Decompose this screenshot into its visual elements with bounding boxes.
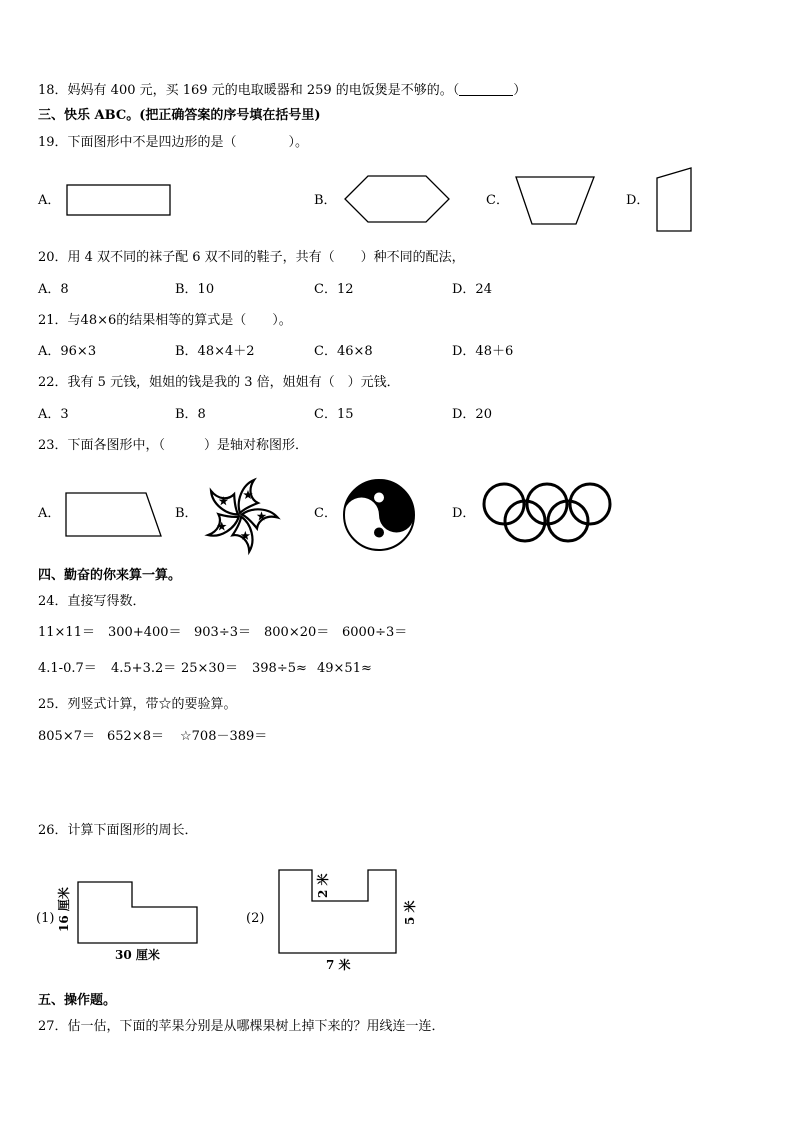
- question-24-stem: 24．直接写得数．: [38, 594, 146, 609]
- q19-option-c-label: C．: [486, 193, 509, 208]
- q21-option-d: D．48＋6: [452, 344, 514, 359]
- bauhinia-flower-icon: [200, 476, 280, 554]
- q24-item: 6000÷3＝: [342, 625, 408, 640]
- figure-2-height-label: 5 米: [403, 900, 417, 925]
- q21-option-b: B．48×4＋2: [175, 344, 255, 359]
- trapezoid-shape: [514, 175, 598, 227]
- question-18: [38, 83, 526, 99]
- q24-item: 11×11＝: [38, 625, 95, 640]
- q24-item: 25×30＝: [181, 661, 238, 676]
- q23-option-a-label: A．: [38, 506, 61, 521]
- question-26-stem: 26．计算下面图形的周长．: [38, 823, 198, 838]
- taiji-icon: [342, 478, 416, 552]
- q25-item: 652×8＝: [107, 729, 164, 744]
- q23-option-c-label: C．: [314, 506, 337, 521]
- q18-text: 18．妈妈有 400 元，买 169 元的电取暖器和 259 的电饭煲是不够的。（: [38, 83, 460, 98]
- question-27-stem: 27．估一估，下面的苹果分别是从哪棵果树上掉下来的？用线连一连．: [38, 1019, 445, 1034]
- question-23-stem: 23．下面各图形中，（ ）是轴对称图形．: [38, 438, 309, 453]
- section-5-heading: 五、操作题。: [38, 993, 117, 1008]
- right-trapezoid-shape: [655, 166, 695, 234]
- question-21-stem: 21．与48×6的结果相等的算式是（ ）。: [38, 313, 292, 328]
- question-19-stem: 19．下面图形中不是四边形的是（ ）。: [38, 135, 309, 150]
- figure-1-number: (1): [36, 911, 55, 926]
- q18-close: ）: [513, 83, 527, 98]
- figure-2-notch-label: 2 米: [316, 873, 330, 898]
- q22-option-d: D．20: [452, 407, 492, 422]
- q24-item: 800×20＝: [264, 625, 330, 640]
- q19-option-a-label: A．: [38, 193, 61, 208]
- q24-item: 4.5+3.2＝: [111, 661, 177, 676]
- q21-option-a: A．96×3: [38, 344, 97, 359]
- question-20-stem: 20．用 4 双不同的袜子配 6 双不同的鞋子，共有（ ）种不同的配法，: [38, 250, 465, 265]
- olympic-rings-icon: [480, 482, 616, 544]
- q22-option-a: A．3: [38, 407, 69, 422]
- section-3-heading: 三、快乐 ABC。(把正确答案的序号填在括号里): [38, 108, 321, 123]
- q21-option-c: C．46×8: [314, 344, 373, 359]
- figure-1-height-label: 16 厘米: [57, 887, 71, 932]
- figure-2-u-shape: [277, 868, 399, 956]
- q19-option-d-label: D．: [626, 193, 650, 208]
- parallelogram-shape: [64, 491, 164, 539]
- q24-item: 903÷3＝: [194, 625, 251, 640]
- question-22-stem: 22．我有 5 元钱，姐姐的钱是我的 3 倍，姐姐有（ ）元钱．: [38, 375, 400, 390]
- q20-option-d: D．24: [452, 282, 492, 297]
- q24-item: 300+400＝: [108, 625, 182, 640]
- question-25-stem: 25．列竖式计算，带☆的要验算。: [38, 697, 237, 712]
- section-4-heading: 四、勤奋的你来算一算。: [38, 568, 182, 583]
- q20-option-b: B．10: [175, 282, 215, 297]
- q22-option-b: B．8: [175, 407, 206, 422]
- q24-item: 49×51≈: [317, 661, 372, 676]
- q20-option-c: C．12: [314, 282, 354, 297]
- figure-2-number: (2): [246, 911, 265, 926]
- rectangle-shape: [66, 184, 172, 217]
- answer-blank[interactable]: [459, 83, 513, 96]
- figure-1-l-shape: [60, 878, 200, 944]
- q24-item: 398÷5≈: [252, 661, 307, 676]
- q25-item: 805×7＝: [38, 729, 95, 744]
- q20-option-a: A．8: [38, 282, 69, 297]
- hexagon-shape: [343, 174, 453, 226]
- q25-item: ☆708－389＝: [180, 729, 268, 744]
- q24-item: 4.1-0.7＝: [38, 661, 97, 676]
- q22-option-c: C．15: [314, 407, 354, 422]
- q19-option-b-label: B．: [314, 193, 337, 208]
- q23-option-b-label: B．: [175, 506, 198, 521]
- q23-option-d-label: D．: [452, 506, 476, 521]
- figure-1-width-label: 30 厘米: [115, 948, 160, 962]
- figure-2-width-label: 7 米: [326, 958, 351, 972]
